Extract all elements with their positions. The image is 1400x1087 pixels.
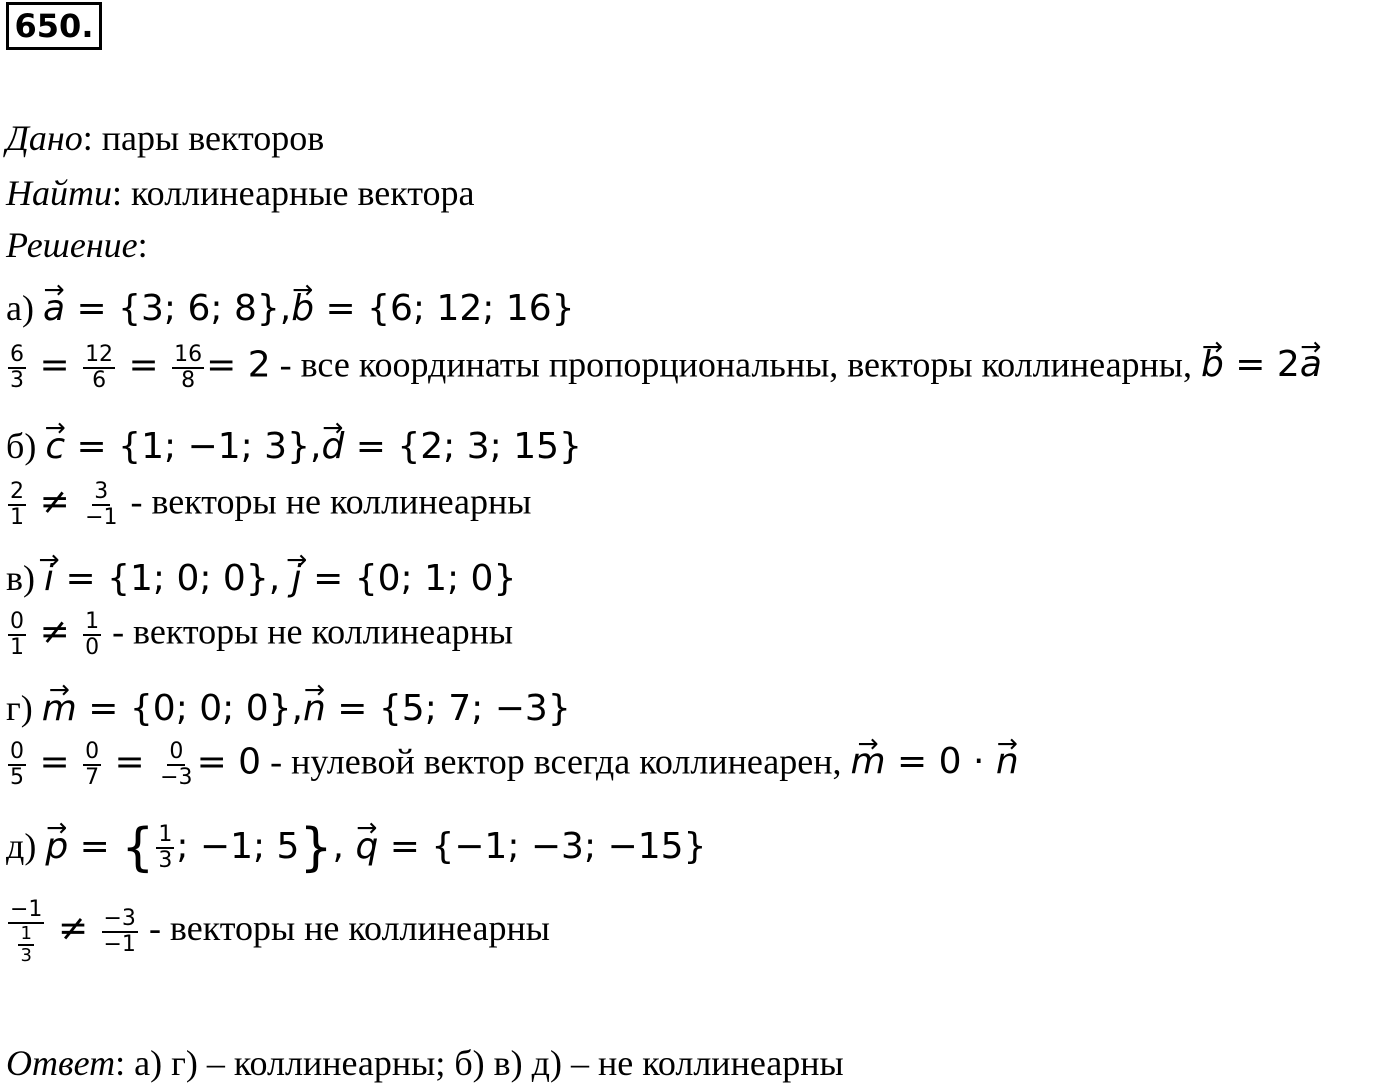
answer-label: Ответ	[6, 1043, 116, 1083]
complex-fraction: $\frac{-1}{\frac{1}{3}}$	[10, 897, 43, 966]
fraction: $\frac{0}{-3}$	[160, 739, 193, 791]
vector-n: n →	[303, 691, 326, 727]
vector-a: a →	[43, 291, 65, 327]
vector-d: d →	[321, 429, 344, 465]
fraction: $\frac{0}{5}$	[10, 739, 24, 791]
part-a-check: $\frac{6}{3}$ = $\frac{12}{6}$ = $\frac{16}{8}$ = 2 - все координаты пропорциональны, векторы коллинеарны, b → = 2a →	[6, 343, 1322, 393]
vector-b-value: = {6; 12; 16}	[314, 288, 575, 329]
find-label: Найти	[6, 173, 112, 213]
part-b-conclusion: - векторы не коллинеарны	[121, 481, 532, 522]
solution-heading	[6, 227, 148, 263]
find-line	[6, 175, 475, 211]
fraction: $\frac{3}{-1}$	[85, 479, 118, 531]
answer-text: : а) г) – коллинеарны; б) в) д) – не коллинеарны	[115, 1043, 844, 1083]
given-label: Дано	[6, 118, 83, 158]
part-a-vectors	[6, 290, 575, 327]
fraction: $\frac{0}{7}$	[85, 739, 100, 791]
part-c-conclusion: - векторы не коллинеарны	[103, 611, 514, 652]
part-b-check: $\frac{2}{1}$ ≠ $\frac{3}{-1}$ - векторы не коллинеарны	[10, 479, 532, 531]
part-b-vectors: б) c → = {1; −1; 3},d → = {2; 3; 15}	[6, 428, 582, 465]
answer-line	[6, 1045, 844, 1081]
vector-j: j →	[292, 561, 302, 597]
vector-c: c →	[45, 429, 65, 465]
find-text: : коллинеарные вектора	[112, 173, 475, 213]
part-c-check: $\frac{0}{1}$ ≠ $\frac{1}{0}$ - векторы не коллинеарны	[10, 609, 514, 661]
part-c-prefix: в)	[6, 558, 35, 598]
vector-a-value: = {3; 6; 8},	[65, 288, 292, 329]
part-e-conclusion: - векторы не коллинеарны	[139, 908, 550, 949]
part-e-prefix: д)	[6, 826, 37, 866]
problem-number: 650.	[6, 2, 102, 50]
fraction: $\frac{1}{3}$	[158, 821, 173, 873]
given-line	[6, 120, 324, 156]
vector-b: b →	[291, 291, 314, 327]
fraction: $\frac{12}{6}$	[85, 342, 114, 394]
part-c-vectors: в) i → = {1; 0; 0}, j → = {0; 1; 0}	[6, 560, 516, 597]
fraction: $\frac{2}{1}$	[10, 479, 24, 531]
vector-p: p →	[45, 829, 68, 865]
vector-m: m →	[42, 691, 77, 727]
solution-label: Решение	[6, 225, 138, 265]
equals-result: = 0	[196, 741, 262, 783]
part-a-conclusion: - все координаты пропорциональны, векторы коллинеарны,	[270, 344, 1201, 385]
solution-colon: :	[137, 225, 148, 265]
part-e-check: $\frac{-1}{\frac{1}{3}}$ ≠ $\frac{-3}{-1}$ - векторы не коллинеарны	[10, 897, 550, 966]
part-e-vectors: д) p → = { $\frac{1}{3}$ ; −1; 5}, q → = {−1; −3; −15}	[6, 822, 706, 874]
given-text: : пары векторов	[82, 118, 325, 158]
vector-q: q →	[355, 829, 378, 865]
part-d-conclusion: - нулевой вектор всегда коллинеарен,	[261, 741, 851, 782]
vector-i: i →	[44, 561, 54, 597]
fraction: $\frac{-3}{-1}$	[103, 905, 136, 957]
part-d-check: $\frac{0}{5}$ = $\frac{0}{7}$ = $\frac{0}{-3}$ = 0 - нулевой вектор всегда коллинеарен, m → = 0 · n →	[6, 740, 1019, 790]
part-a-prefix: а)	[6, 288, 34, 328]
fraction: $\frac{16}{8}$	[174, 342, 203, 394]
fraction: $\frac{1}{0}$	[85, 609, 100, 661]
fraction: $\frac{6}{3}$	[10, 342, 24, 394]
part-d-vectors: г) m → = {0; 0; 0},n → = {5; 7; −3}	[6, 690, 571, 727]
part-d-prefix: г)	[6, 688, 33, 728]
part-b-prefix: б)	[6, 426, 37, 466]
equals-result: = 2	[206, 344, 271, 386]
fraction: $\frac{0}{1}$	[10, 609, 24, 661]
